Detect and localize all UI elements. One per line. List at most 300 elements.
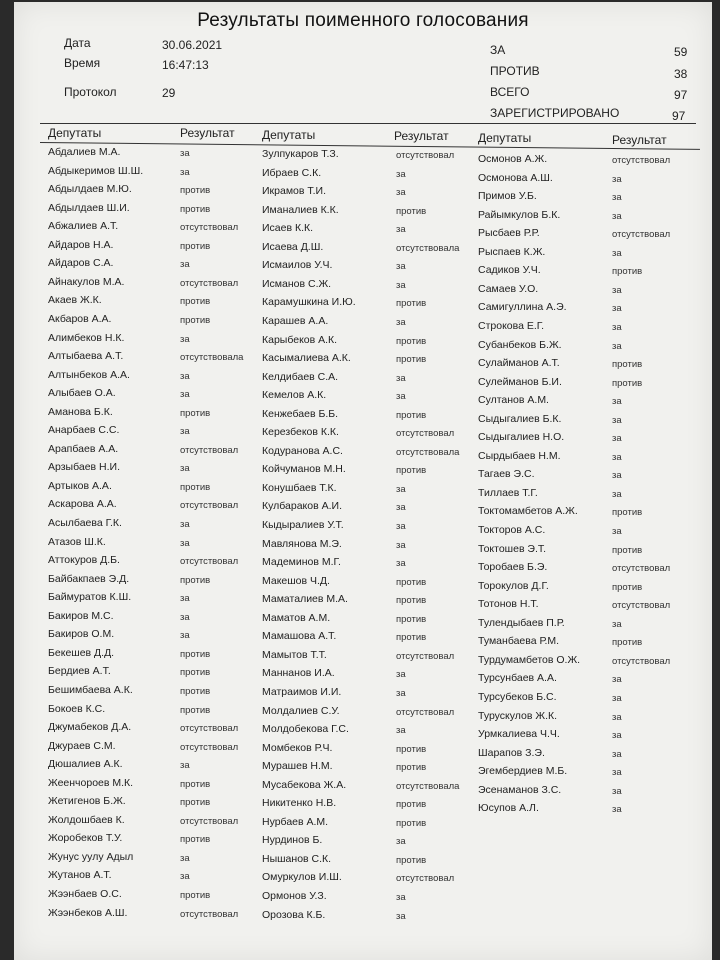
deputy-row bbox=[262, 593, 427, 607]
deputy-name: Айдаров Н.А. bbox=[48, 238, 114, 251]
deputy-result: отсутствовал bbox=[180, 908, 239, 920]
deputy-result: отсутствовал bbox=[180, 741, 239, 753]
deputy-result: за bbox=[396, 502, 406, 514]
col2-result-header: Результат bbox=[394, 129, 449, 143]
deputy-name: Аскарова А.А. bbox=[48, 498, 117, 511]
deputy-name: Токтомамбетов А.Ж. bbox=[478, 505, 578, 518]
deputy-name: Токторов А.С. bbox=[478, 524, 546, 536]
col3-result-header: Результат bbox=[612, 133, 667, 147]
deputy-result: за bbox=[612, 692, 622, 704]
deputy-result: против bbox=[396, 613, 427, 625]
deputy-name: Артыков А.А. bbox=[48, 479, 112, 492]
deputy-result: против bbox=[396, 409, 427, 421]
deputy-result: против bbox=[396, 354, 427, 366]
deputy-result: против bbox=[396, 595, 427, 607]
deputy-result: против bbox=[180, 407, 211, 419]
deputy-row bbox=[262, 314, 406, 328]
deputy-row bbox=[262, 778, 460, 792]
time-label: Время bbox=[64, 56, 101, 70]
deputy-name: Алыбаев О.А. bbox=[48, 387, 116, 400]
deputy-name: Койчуманов М.Н. bbox=[262, 463, 346, 476]
deputy-row bbox=[48, 572, 211, 586]
deputy-result: отсутствовал bbox=[612, 229, 671, 241]
deputy-name: Тотонов Н.Т. bbox=[478, 598, 539, 611]
deputy-result: против bbox=[180, 648, 211, 660]
deputy-row bbox=[262, 407, 427, 421]
deputy-row bbox=[478, 783, 622, 797]
deputy-name: Рысбаев Р.Р. bbox=[478, 227, 540, 240]
deputy-row bbox=[262, 741, 427, 755]
deputy-row bbox=[48, 628, 190, 642]
deputy-name: Токтошев Э.Т. bbox=[478, 542, 547, 555]
deputy-result: против bbox=[396, 335, 427, 347]
deputy-result: за bbox=[180, 871, 190, 883]
deputy-result: за bbox=[612, 396, 622, 408]
deputy-result: против bbox=[396, 743, 427, 755]
deputy-row bbox=[48, 535, 190, 549]
deputy-result: отсутствовала bbox=[396, 446, 460, 458]
deputy-result: за bbox=[180, 166, 190, 178]
deputy-row bbox=[478, 357, 643, 371]
deputy-name: Жээнбаев О.С. bbox=[48, 888, 122, 900]
deputy-result: за bbox=[396, 168, 406, 180]
col2-deputies-header: Депутаты bbox=[262, 128, 316, 142]
deputy-name: Иманалиев К.К. bbox=[262, 203, 339, 216]
deputy-row bbox=[262, 166, 406, 180]
deputy-result: за bbox=[612, 247, 622, 259]
deputy-result: против bbox=[180, 778, 211, 790]
deputy-name: Рыспаев К.Ж. bbox=[478, 245, 546, 258]
deputy-name: Абдылдаев Ш.И. bbox=[48, 201, 130, 214]
deputy-result: отсутствовал bbox=[612, 655, 671, 667]
deputy-name: Абдылдаев М.Ю. bbox=[48, 183, 132, 196]
deputy-row bbox=[48, 201, 211, 215]
deputy-name: Абдалиев М.А. bbox=[48, 146, 121, 158]
deputy-name: Бокоев К.С. bbox=[48, 702, 106, 715]
deputy-row bbox=[478, 486, 622, 500]
deputy-row bbox=[48, 238, 211, 252]
deputy-result: за bbox=[396, 539, 406, 551]
deputy-result: отсутствовал bbox=[612, 155, 671, 166]
deputy-row bbox=[262, 834, 406, 848]
deputy-name: Омуркулов И.Ш. bbox=[262, 871, 342, 884]
deputy-result: отсутствовал bbox=[396, 150, 455, 161]
deputy-name: Карашев А.А. bbox=[262, 314, 329, 327]
deputy-row bbox=[48, 387, 190, 401]
tally-registered-label: ЗАРЕГИСТРИРОВАНО bbox=[490, 106, 620, 120]
deputy-name: Байбакпаев Э.Д. bbox=[48, 572, 130, 585]
deputy-result: за bbox=[180, 463, 190, 475]
deputy-row bbox=[48, 591, 190, 605]
deputy-row bbox=[262, 852, 427, 866]
deputy-row bbox=[262, 277, 406, 291]
tally-total-value: 97 bbox=[674, 88, 688, 102]
deputy-name: Бекешев Д.Д. bbox=[48, 646, 115, 659]
deputy-row bbox=[48, 164, 190, 178]
deputy-name: Алимбеков Н.К. bbox=[48, 331, 125, 344]
deputy-result: отсутствовала bbox=[396, 242, 460, 254]
deputy-name: Маннанов И.А. bbox=[262, 667, 335, 680]
deputy-row bbox=[478, 245, 622, 259]
deputy-row bbox=[48, 554, 239, 568]
deputy-row bbox=[478, 394, 622, 408]
deputy-row bbox=[478, 579, 643, 593]
deputy-row bbox=[48, 442, 239, 456]
deputy-result: за bbox=[396, 725, 406, 737]
deputy-result: за bbox=[180, 852, 190, 864]
deputy-result: против bbox=[396, 762, 427, 774]
deputy-row bbox=[478, 505, 643, 519]
deputy-result: за bbox=[612, 748, 622, 760]
deputy-result: против bbox=[180, 834, 211, 846]
deputy-row bbox=[478, 468, 622, 482]
deputy-row bbox=[478, 598, 671, 612]
deputy-result: за bbox=[396, 521, 406, 532]
deputy-row bbox=[48, 517, 190, 530]
deputy-result: за bbox=[612, 210, 622, 222]
deputy-result: за bbox=[612, 321, 622, 333]
deputy-name: Кенжебаев Б.Б. bbox=[262, 407, 339, 420]
deputy-name: Мурашев Н.М. bbox=[262, 760, 333, 773]
deputy-result: против bbox=[612, 266, 643, 278]
deputy-row bbox=[48, 795, 211, 809]
deputy-result: против bbox=[180, 314, 211, 326]
deputy-name: Мадеминов М.Г. bbox=[262, 556, 341, 569]
deputy-name: Мусабекова Ж.А. bbox=[262, 778, 347, 791]
deputy-name: Садиков У.Ч. bbox=[478, 264, 541, 277]
deputy-row bbox=[48, 350, 244, 364]
deputy-name: Турдумамбетов О.Ж. bbox=[478, 653, 581, 666]
deputy-name: Кыдыралиев У.Т. bbox=[262, 519, 344, 531]
deputy-result: отсутствовал bbox=[180, 815, 239, 827]
deputy-result: за bbox=[180, 333, 190, 345]
deputy-row bbox=[48, 888, 211, 901]
deputy-name: Кемелов А.К. bbox=[262, 389, 327, 402]
deputy-row bbox=[262, 630, 427, 644]
deputy-row bbox=[262, 723, 406, 737]
deputy-result: отсутствовала bbox=[180, 352, 244, 364]
deputy-result: за bbox=[396, 187, 406, 199]
deputy-result: за bbox=[180, 593, 190, 605]
deputy-row bbox=[48, 498, 239, 512]
deputy-name: Ормонов У.З. bbox=[262, 890, 327, 902]
deputy-name: Самаев У.О. bbox=[478, 282, 539, 295]
col1-deputies-header: Депутаты bbox=[48, 126, 102, 140]
protocol-value: 29 bbox=[162, 86, 176, 100]
deputy-row bbox=[48, 721, 239, 735]
deputy-row bbox=[262, 222, 406, 236]
deputy-result: против bbox=[180, 203, 211, 215]
deputy-name: Арапбаев А.А. bbox=[48, 442, 119, 455]
deputy-row bbox=[478, 765, 622, 779]
deputy-result: против bbox=[612, 377, 643, 389]
deputy-result: против bbox=[180, 481, 211, 493]
deputy-row bbox=[48, 758, 190, 772]
deputy-name: Юсупов А.Л. bbox=[478, 802, 539, 815]
deputy-row bbox=[262, 444, 460, 458]
protocol-label: Протокол bbox=[64, 85, 117, 99]
deputy-row bbox=[48, 220, 239, 234]
deputy-row bbox=[48, 294, 211, 308]
deputy-row bbox=[48, 906, 239, 920]
deputy-name: Аттокуров Д.Б. bbox=[48, 554, 120, 567]
deputy-row bbox=[262, 352, 427, 366]
deputy-name: Жоробеков Т.У. bbox=[48, 832, 123, 845]
tally-protiv-label: ПРОТИВ bbox=[490, 64, 540, 78]
deputy-name: Жутанов А.Т. bbox=[48, 869, 112, 882]
deputy-name: Абдыкеримов Ш.Ш. bbox=[48, 164, 144, 177]
deputy-name: Никитенко Н.В. bbox=[262, 797, 337, 810]
deputy-result: за bbox=[612, 711, 622, 723]
deputy-result: против bbox=[396, 205, 427, 217]
deputy-name: Керезбеков К.К. bbox=[262, 426, 339, 439]
deputy-name: Атазов Ш.К. bbox=[48, 535, 106, 548]
deputy-row bbox=[262, 519, 406, 532]
deputy-row bbox=[478, 338, 622, 352]
deputy-result: против bbox=[396, 298, 427, 310]
deputy-row bbox=[48, 424, 190, 438]
deputy-name: Молдалиев С.У. bbox=[262, 704, 340, 717]
deputy-name: Айнакулов М.А. bbox=[48, 275, 125, 288]
tally-registered-value: 97 bbox=[672, 109, 686, 123]
deputy-row bbox=[262, 537, 406, 551]
deputy-result: против bbox=[612, 507, 643, 519]
deputy-row bbox=[48, 146, 190, 159]
deputy-row bbox=[48, 183, 211, 197]
deputy-result: отсутствовал bbox=[612, 563, 671, 575]
deputy-name: Келдибаев С.А. bbox=[262, 370, 339, 383]
deputy-result: за bbox=[612, 618, 622, 630]
deputy-name: Нурдинов Б. bbox=[262, 834, 323, 847]
deputy-row bbox=[48, 832, 211, 846]
deputy-result: против bbox=[180, 574, 211, 586]
deputy-row bbox=[478, 282, 622, 296]
deputy-name: Султанов А.М. bbox=[478, 394, 549, 407]
deputy-row bbox=[48, 813, 239, 827]
deputy-row bbox=[48, 665, 211, 679]
deputy-result: за bbox=[396, 669, 406, 681]
deputy-row bbox=[478, 542, 643, 556]
deputy-result: за bbox=[612, 192, 622, 204]
deputy-name: Субанбеков Б.Ж. bbox=[478, 338, 562, 351]
deputy-result: отсутствовал bbox=[396, 706, 455, 718]
deputy-name: Тагаев Э.С. bbox=[478, 468, 535, 481]
deputy-name: Акбаров А.А. bbox=[48, 312, 112, 325]
deputy-row bbox=[48, 850, 190, 864]
deputy-name: Бердиев А.Т. bbox=[48, 665, 111, 678]
deputy-row bbox=[478, 319, 622, 333]
deputy-result: против bbox=[180, 240, 211, 252]
deputy-result: за bbox=[180, 259, 190, 271]
deputy-name: Сыдыгалиев Н.О. bbox=[478, 431, 565, 444]
deputy-name: Тулендыбаев П.Р. bbox=[478, 616, 565, 629]
deputy-result: за bbox=[180, 389, 190, 401]
deputy-row bbox=[262, 389, 406, 403]
deputy-name: Эсенаманов З.С. bbox=[478, 783, 562, 796]
deputy-row bbox=[262, 685, 406, 699]
tally-za-label: ЗА bbox=[490, 43, 506, 57]
deputy-row bbox=[262, 890, 406, 903]
deputy-name: Дюшалиев А.К. bbox=[48, 758, 123, 771]
deputy-name: Урмкалиева Ч.Ч. bbox=[478, 728, 560, 741]
deputy-name: Аманова Б.К. bbox=[48, 405, 113, 418]
deputy-name: Анарбаев С.С. bbox=[48, 424, 120, 437]
deputy-result: за bbox=[396, 316, 406, 328]
deputy-row bbox=[478, 227, 671, 241]
deputy-result: за bbox=[612, 488, 622, 500]
deputy-result: за bbox=[396, 483, 406, 495]
deputy-row bbox=[48, 331, 190, 345]
deputy-row bbox=[48, 776, 211, 790]
deputy-name: Тиллаев Т.Г. bbox=[478, 486, 538, 499]
deputy-result: против bbox=[180, 296, 211, 308]
deputy-row bbox=[478, 690, 622, 704]
deputy-result: против bbox=[612, 581, 643, 593]
deputy-result: за bbox=[612, 470, 622, 482]
deputy-name: Джураев С.М. bbox=[48, 739, 116, 752]
deputy-result: отсутствовал bbox=[180, 723, 239, 735]
deputy-row bbox=[48, 479, 211, 493]
deputy-row bbox=[478, 616, 622, 630]
deputy-result: против bbox=[612, 637, 643, 649]
deputy-name: Жолдошбаев К. bbox=[48, 813, 125, 826]
deputy-result: отсутствовал bbox=[180, 222, 239, 234]
deputy-name: Райымкулов Б.К. bbox=[478, 208, 561, 221]
deputy-name: Зулпукаров Т.З. bbox=[262, 148, 339, 160]
deputy-name: Эгембердиев М.Б. bbox=[478, 765, 568, 778]
deputy-row bbox=[478, 208, 622, 222]
deputy-row bbox=[478, 653, 671, 667]
deputy-row bbox=[478, 375, 643, 389]
deputy-row bbox=[262, 667, 406, 681]
deputy-result: против bbox=[612, 544, 643, 556]
deputy-row bbox=[478, 449, 622, 463]
deputy-name: Кодуранова А.С. bbox=[262, 444, 343, 457]
deputy-result: против bbox=[396, 465, 427, 477]
deputy-name: Макешов Ч.Д. bbox=[262, 574, 330, 587]
deputy-name: Мамытов Т.Т. bbox=[262, 648, 327, 661]
deputy-result: отсутствовал bbox=[396, 873, 455, 885]
deputy-row bbox=[48, 368, 190, 382]
deputy-result: за bbox=[612, 785, 622, 797]
deputy-name: Маматалиев М.А. bbox=[262, 593, 348, 606]
deputy-row bbox=[262, 296, 427, 310]
deputy-result: за bbox=[396, 261, 406, 273]
deputy-name: Молдобекова Г.С. bbox=[262, 723, 349, 736]
deputy-name: Айдаров С.А. bbox=[48, 257, 114, 270]
deputy-name: Баймуратов К.Ш. bbox=[48, 591, 132, 604]
deputy-result: против bbox=[612, 359, 643, 371]
deputy-row bbox=[48, 869, 190, 883]
deputy-name: Строкова Е.Г. bbox=[478, 319, 545, 332]
deputy-result: за bbox=[612, 340, 622, 352]
deputy-name: Исмаилов У.Ч. bbox=[262, 259, 333, 272]
deputy-row bbox=[478, 635, 643, 649]
deputy-result: за bbox=[612, 303, 622, 315]
deputy-result: за bbox=[396, 391, 406, 403]
deputy-row bbox=[262, 556, 406, 570]
deputy-name: Икрамов Т.И. bbox=[262, 185, 327, 198]
deputy-name: Ибраев С.К. bbox=[262, 166, 322, 179]
deputy-result: за bbox=[396, 558, 406, 570]
deputy-name: Момбеков Р.Ч. bbox=[262, 741, 333, 754]
deputy-result: отсутствовал bbox=[396, 428, 455, 440]
deputy-result: за bbox=[612, 804, 622, 816]
deputy-name: Торобаев Б.Э. bbox=[478, 561, 548, 574]
date-label: Дата bbox=[64, 36, 91, 50]
deputy-row bbox=[478, 171, 622, 185]
deputy-result: за bbox=[612, 451, 622, 463]
deputy-row bbox=[48, 405, 211, 419]
deputy-name: Нурбаев А.М. bbox=[262, 815, 329, 828]
deputy-name: Самигуллина А.Э. bbox=[478, 301, 567, 314]
deputy-name: Бакиров М.С. bbox=[48, 609, 114, 622]
deputy-result: за bbox=[396, 279, 406, 291]
deputy-row bbox=[262, 648, 455, 662]
deputy-row bbox=[478, 190, 622, 204]
deputy-name: Жээнбеков А.Ш. bbox=[48, 906, 128, 919]
deputy-result: против bbox=[396, 854, 427, 866]
deputy-name: Нышанов С.К. bbox=[262, 852, 332, 865]
deputy-result: за bbox=[612, 284, 622, 296]
deputy-row bbox=[262, 370, 406, 384]
deputy-name: Орозова К.Б. bbox=[262, 908, 326, 921]
deputy-row bbox=[48, 702, 211, 716]
deputy-result: за bbox=[180, 426, 190, 438]
deputy-name: Турсубеков Б.С. bbox=[478, 690, 557, 703]
deputy-row bbox=[262, 203, 427, 217]
deputy-result: отсутствовал bbox=[180, 556, 239, 568]
deputy-row bbox=[478, 264, 643, 278]
deputy-result: за bbox=[612, 767, 622, 779]
deputy-result: против bbox=[180, 185, 211, 197]
deputy-name: Исаев К.К. bbox=[262, 222, 314, 235]
date-value: 30.06.2021 bbox=[162, 38, 223, 52]
deputy-result: против bbox=[396, 576, 427, 588]
deputy-row bbox=[262, 704, 455, 718]
deputy-result: за bbox=[396, 224, 406, 236]
deputy-row bbox=[48, 312, 211, 326]
deputy-row bbox=[48, 257, 190, 271]
deputy-row bbox=[262, 574, 427, 588]
deputy-result: за bbox=[612, 414, 622, 426]
header-bottom-rule bbox=[40, 142, 700, 150]
deputy-row bbox=[262, 797, 427, 811]
deputy-name: Маматов А.М. bbox=[262, 611, 331, 624]
deputy-row bbox=[478, 728, 622, 742]
deputy-row bbox=[262, 426, 455, 440]
deputy-row bbox=[262, 463, 427, 477]
deputy-result: против bbox=[180, 797, 211, 809]
deputy-row bbox=[478, 561, 671, 575]
deputy-name: Жунус уулу Адыл bbox=[48, 850, 134, 863]
col3-deputies-header: Депутаты bbox=[478, 131, 532, 145]
deputy-row bbox=[48, 609, 190, 623]
deputy-name: Бешимбаева А.К. bbox=[48, 683, 133, 696]
deputy-row bbox=[48, 275, 239, 289]
deputy-result: за bbox=[180, 537, 190, 549]
deputy-name: Конушбаев Т.К. bbox=[262, 481, 337, 494]
deputy-row bbox=[262, 481, 406, 495]
deputy-result: против bbox=[180, 890, 211, 901]
deputy-name: Жетигенов Б.Ж. bbox=[48, 795, 126, 808]
deputy-name: Асылбаева Г.К. bbox=[48, 517, 122, 529]
deputy-row bbox=[478, 412, 622, 426]
deputy-row bbox=[478, 524, 622, 537]
deputy-row bbox=[262, 815, 427, 829]
deputy-name: Касымалиева А.К. bbox=[262, 352, 351, 365]
deputy-result: за bbox=[396, 372, 406, 384]
